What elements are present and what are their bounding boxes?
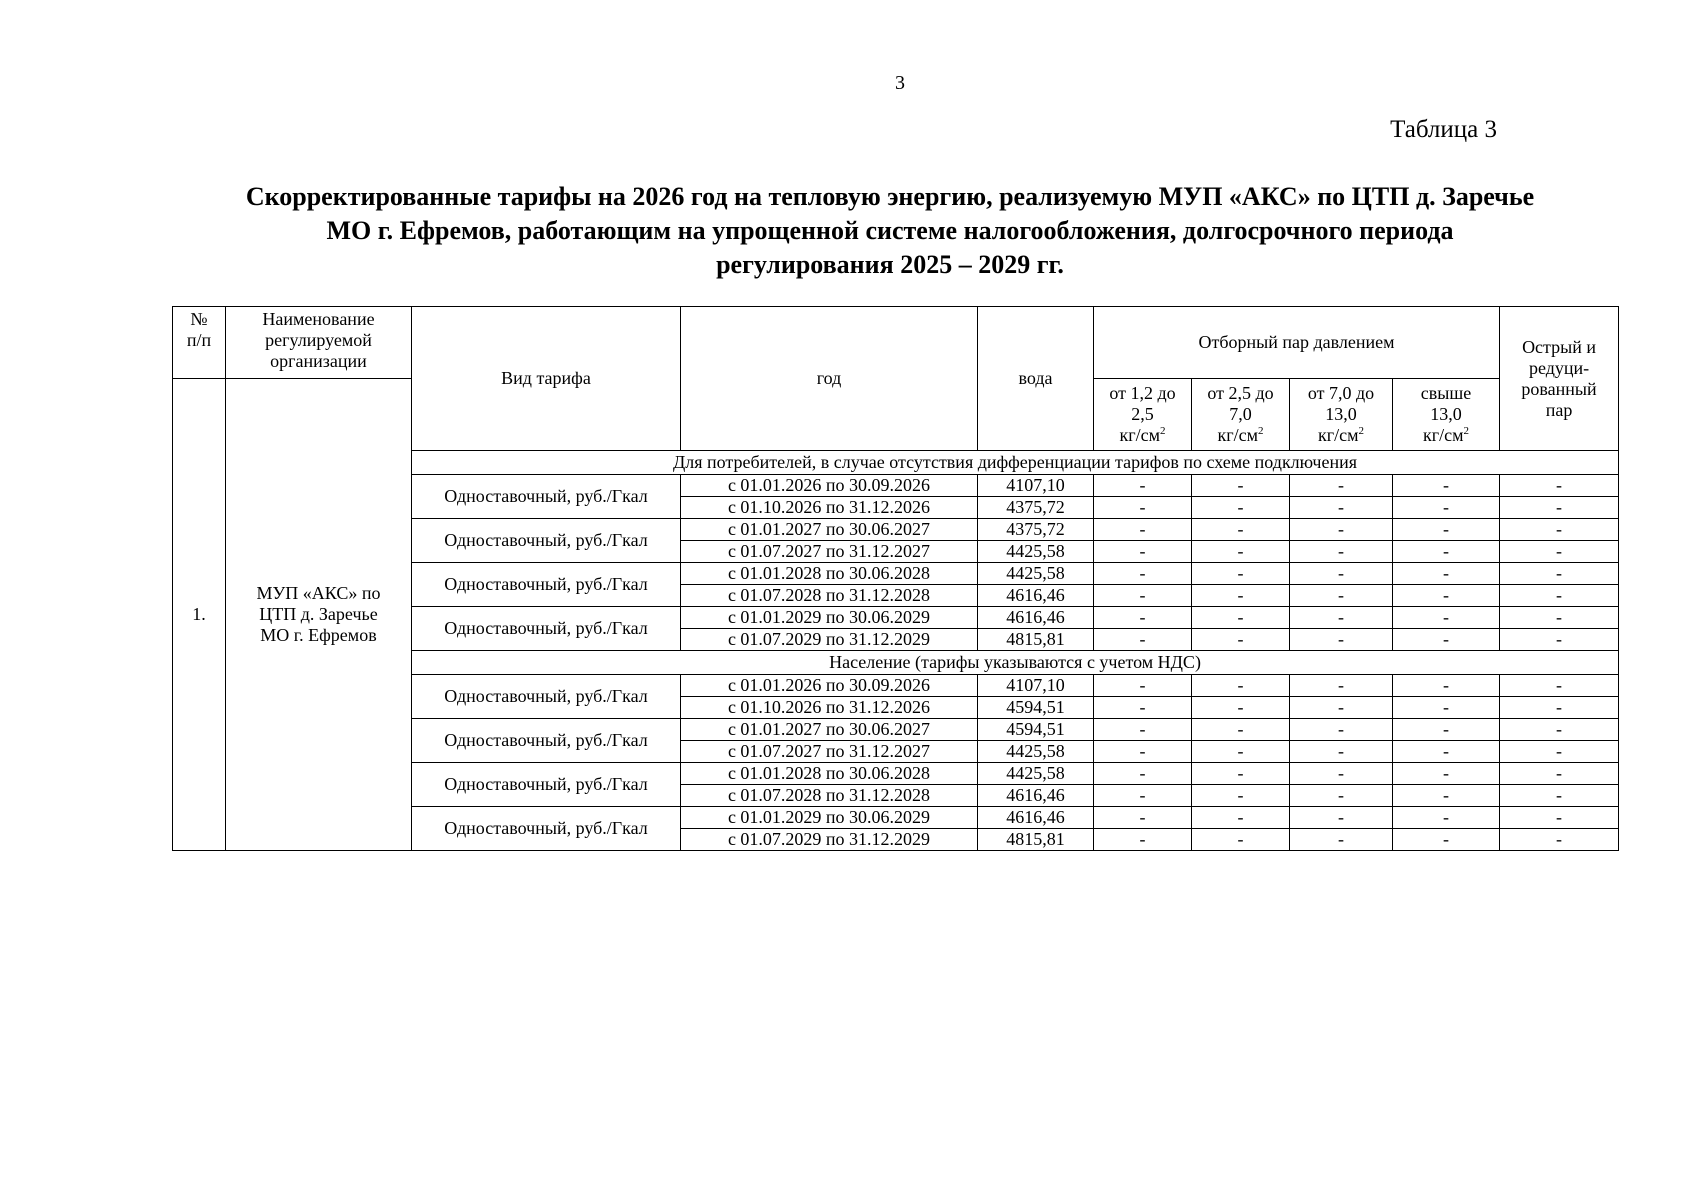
header-sharp-steam — [1500, 307, 1619, 451]
value-cell-p4: - — [1393, 541, 1500, 563]
water-value-cell: 4594,51 — [978, 697, 1094, 719]
value-cell-p2: - — [1192, 475, 1290, 497]
value-cell-sharp: - — [1500, 541, 1619, 563]
value-cell-p3: - — [1290, 741, 1393, 763]
value-cell-p3: - — [1290, 829, 1393, 851]
water-value-cell: 4616,46 — [978, 785, 1094, 807]
value-cell-sharp: - — [1500, 741, 1619, 763]
value-cell-p4: - — [1393, 785, 1500, 807]
organization-name — [226, 379, 412, 851]
tariff-type-cell: Одноставочный, руб./Гкал — [412, 563, 681, 607]
water-value-cell: 4107,10 — [978, 475, 1094, 497]
header-pressure-1-line-1: от 1,2 до — [1109, 383, 1176, 403]
tariff-type-cell: Одноставочный, руб./Гкал — [412, 719, 681, 763]
tariff-type-cell: Одноставочный, руб./Гкал — [412, 607, 681, 651]
value-cell-p1: - — [1094, 697, 1192, 719]
value-cell-p1: - — [1094, 741, 1192, 763]
tariff-type-cell: Одноставочный, руб./Гкал — [412, 519, 681, 563]
header-pressure-3-unit — [1294, 425, 1388, 446]
value-cell-p3: - — [1290, 675, 1393, 697]
header-number-line-1: № — [190, 309, 208, 329]
value-cell-p4: - — [1393, 519, 1500, 541]
header-pressure-4 — [1393, 379, 1500, 451]
value-cell-p2: - — [1192, 607, 1290, 629]
period-cell: с 01.10.2026 по 31.12.2026 — [681, 497, 978, 519]
header-pressure-4-line-2: 13,0 — [1430, 404, 1462, 424]
value-cell-sharp: - — [1500, 785, 1619, 807]
value-cell-p2: - — [1192, 629, 1290, 651]
period-cell: с 01.01.2029 по 30.06.2029 — [681, 607, 978, 629]
value-cell-p3: - — [1290, 585, 1393, 607]
value-cell-p4: - — [1393, 741, 1500, 763]
header-steam-pressure: Отборный пар давлением — [1094, 307, 1500, 379]
value-cell-p1: - — [1094, 585, 1192, 607]
organization-name-line-1: МУП «АКС» по — [256, 583, 381, 603]
value-cell-p2: - — [1192, 697, 1290, 719]
organization-name-line-3: МО г. Ефремов — [260, 625, 377, 645]
unit-superscript: 2 — [1463, 425, 1470, 437]
value-cell-p2: - — [1192, 785, 1290, 807]
organization-number: 1. — [173, 379, 226, 851]
period-cell: с 01.07.2028 по 31.12.2028 — [681, 585, 978, 607]
unit-text: кг/см — [1119, 425, 1160, 445]
tariff-type-cell: Одноставочный, руб./Гкал — [412, 475, 681, 519]
value-cell-p1: - — [1094, 497, 1192, 519]
header-number — [173, 307, 226, 379]
value-cell-sharp: - — [1500, 829, 1619, 851]
header-pressure-2-line-2: 7,0 — [1229, 404, 1252, 424]
period-cell: с 01.01.2027 по 30.06.2027 — [681, 719, 978, 741]
value-cell-p1: - — [1094, 541, 1192, 563]
water-value-cell: 4425,58 — [978, 541, 1094, 563]
header-organization-line-1: Наименование — [262, 309, 375, 329]
page-number: 3 — [895, 72, 905, 94]
value-cell-sharp: - — [1500, 563, 1619, 585]
value-cell-p2: - — [1192, 497, 1290, 519]
value-cell-p2: - — [1192, 585, 1290, 607]
value-cell-p3: - — [1290, 519, 1393, 541]
value-cell-p3: - — [1290, 629, 1393, 651]
header-row-1 — [173, 307, 1619, 379]
value-cell-p4: - — [1393, 807, 1500, 829]
water-value-cell: 4425,58 — [978, 763, 1094, 785]
value-cell-p1: - — [1094, 629, 1192, 651]
water-value-cell: 4616,46 — [978, 607, 1094, 629]
tariff-table — [172, 306, 1619, 851]
header-sharp-steam-line-4: пар — [1545, 399, 1573, 420]
value-cell-p2: - — [1192, 541, 1290, 563]
value-cell-p2: - — [1192, 675, 1290, 697]
value-cell-p2: - — [1192, 763, 1290, 785]
value-cell-p1: - — [1094, 475, 1192, 497]
value-cell-p4: - — [1393, 719, 1500, 741]
tariff-type-cell: Одноставочный, руб./Гкал — [412, 675, 681, 719]
value-cell-sharp: - — [1500, 675, 1619, 697]
value-cell-p1: - — [1094, 785, 1192, 807]
organization-name-line-2: ЦТП д. Заречье — [259, 604, 378, 624]
title-line-1: Скорректированные тарифы на 2026 год на тепловую энергию, реализуемую МУП «АКС» по ЦТП д. Заречье — [245, 182, 1535, 211]
period-cell: с 01.01.2026 по 30.09.2026 — [681, 675, 978, 697]
header-organization-line-2: регулируемой — [265, 330, 372, 350]
header-water: вода — [978, 307, 1094, 451]
value-cell-p4: - — [1393, 763, 1500, 785]
period-cell: с 01.07.2027 по 31.12.2027 — [681, 741, 978, 763]
value-cell-p1: - — [1094, 607, 1192, 629]
section-title: Для потребителей, в случае отсутствия дифференциации тарифов по схеме подключения — [412, 451, 1619, 475]
value-cell-p1: - — [1094, 763, 1192, 785]
value-cell-p2: - — [1192, 741, 1290, 763]
header-sharp-steam-line-1: Острый и — [1522, 336, 1596, 357]
value-cell-p1: - — [1094, 719, 1192, 741]
water-value-cell: 4616,46 — [978, 807, 1094, 829]
value-cell-sharp: - — [1500, 475, 1619, 497]
water-value-cell: 4425,58 — [978, 563, 1094, 585]
value-cell-p2: - — [1192, 807, 1290, 829]
header-pressure-1 — [1094, 379, 1192, 451]
value-cell-p3: - — [1290, 497, 1393, 519]
header-pressure-1-line-2: 2,5 — [1131, 404, 1154, 424]
period-cell: с 01.10.2026 по 31.12.2026 — [681, 697, 978, 719]
header-number-line-2: п/п — [186, 330, 212, 350]
value-cell-p4: - — [1393, 497, 1500, 519]
period-cell: с 01.01.2028 по 30.06.2028 — [681, 563, 978, 585]
unit-text: кг/см — [1317, 425, 1359, 445]
value-cell-p2: - — [1192, 719, 1290, 741]
period-cell: с 01.01.2029 по 30.06.2029 — [681, 807, 978, 829]
value-cell-p3: - — [1290, 807, 1393, 829]
value-cell-p4: - — [1393, 675, 1500, 697]
header-pressure-2-unit — [1196, 425, 1285, 446]
period-cell: с 01.07.2028 по 31.12.2028 — [681, 785, 978, 807]
header-pressure-4-unit — [1397, 425, 1495, 446]
header-pressure-4-line-1: свыше — [1420, 383, 1472, 403]
water-value-cell: 4616,46 — [978, 585, 1094, 607]
value-cell-p4: - — [1393, 629, 1500, 651]
water-value-cell: 4425,58 — [978, 741, 1094, 763]
unit-superscript: 2 — [1258, 425, 1264, 437]
tariff-type-cell: Одноставочный, руб./Гкал — [412, 763, 681, 807]
value-cell-sharp: - — [1500, 763, 1619, 785]
value-cell-p3: - — [1290, 785, 1393, 807]
header-year: год — [681, 307, 978, 451]
header-pressure-1-unit — [1098, 425, 1187, 446]
header-organization-line-3: организации — [270, 351, 367, 371]
value-cell-sharp: - — [1500, 607, 1619, 629]
value-cell-p2: - — [1192, 563, 1290, 585]
period-cell: с 01.01.2026 по 30.09.2026 — [681, 475, 978, 497]
value-cell-p4: - — [1393, 563, 1500, 585]
table-caption: Таблица 3 — [1390, 116, 1497, 143]
tariff-table-body — [173, 307, 1619, 851]
value-cell-p3: - — [1290, 697, 1393, 719]
value-cell-p3: - — [1290, 719, 1393, 741]
value-cell-p3: - — [1290, 763, 1393, 785]
period-cell: с 01.07.2027 по 31.12.2027 — [681, 541, 978, 563]
header-organization — [226, 307, 412, 379]
period-cell: с 01.01.2027 по 30.06.2027 — [681, 519, 978, 541]
value-cell-p1: - — [1094, 563, 1192, 585]
unit-superscript: 2 — [1160, 425, 1166, 437]
water-value-cell: 4594,51 — [978, 719, 1094, 741]
title-line-3: регулирования 2025 – 2029 гг. — [716, 250, 1064, 279]
unit-superscript: 2 — [1358, 425, 1364, 437]
tariff-type-cell: Одноставочный, руб./Гкал — [412, 807, 681, 851]
water-value-cell: 4107,10 — [978, 675, 1094, 697]
header-pressure-3 — [1290, 379, 1393, 451]
value-cell-sharp: - — [1500, 497, 1619, 519]
water-value-cell: 4815,81 — [978, 829, 1094, 851]
header-pressure-2 — [1192, 379, 1290, 451]
unit-text: кг/см — [1217, 425, 1258, 445]
header-sharp-steam-line-3: рованный — [1521, 378, 1597, 399]
period-cell: с 01.01.2028 по 30.06.2028 — [681, 763, 978, 785]
period-cell: с 01.07.2029 по 31.12.2029 — [681, 829, 978, 851]
value-cell-sharp: - — [1500, 585, 1619, 607]
title-line-2: МО г. Ефремов, работающим на упрощенной системе налогообложения, долгосрочного периода — [326, 216, 1454, 245]
unit-text: кг/см — [1423, 425, 1464, 445]
header-sharp-steam-line-2: редуци- — [1528, 357, 1590, 378]
value-cell-p1: - — [1094, 829, 1192, 851]
period-cell: с 01.07.2029 по 31.12.2029 — [681, 629, 978, 651]
header-pressure-2-line-1: от 2,5 до — [1207, 383, 1274, 403]
value-cell-p3: - — [1290, 607, 1393, 629]
value-cell-p4: - — [1393, 697, 1500, 719]
water-value-cell: 4375,72 — [978, 497, 1094, 519]
value-cell-p1: - — [1094, 519, 1192, 541]
value-cell-p4: - — [1393, 829, 1500, 851]
value-cell-sharp: - — [1500, 519, 1619, 541]
header-tariff-type: Вид тарифа — [412, 307, 681, 451]
value-cell-sharp: - — [1500, 807, 1619, 829]
value-cell-sharp: - — [1500, 719, 1619, 741]
water-value-cell: 4375,72 — [978, 519, 1094, 541]
section-title: Население (тарифы указываются с учетом НДС) — [412, 651, 1619, 675]
water-value-cell: 4815,81 — [978, 629, 1094, 651]
value-cell-p1: - — [1094, 675, 1192, 697]
header-pressure-3-line-1: от 7,0 до — [1307, 383, 1375, 403]
document-title — [180, 180, 1600, 282]
value-cell-p2: - — [1192, 519, 1290, 541]
value-cell-p1: - — [1094, 807, 1192, 829]
value-cell-sharp: - — [1500, 697, 1619, 719]
value-cell-sharp: - — [1500, 629, 1619, 651]
value-cell-p2: - — [1192, 829, 1290, 851]
value-cell-p4: - — [1393, 607, 1500, 629]
value-cell-p3: - — [1290, 475, 1393, 497]
header-pressure-3-line-2: 13,0 — [1325, 404, 1357, 424]
value-cell-p4: - — [1393, 475, 1500, 497]
value-cell-p3: - — [1290, 563, 1393, 585]
value-cell-p4: - — [1393, 585, 1500, 607]
value-cell-p3: - — [1290, 541, 1393, 563]
